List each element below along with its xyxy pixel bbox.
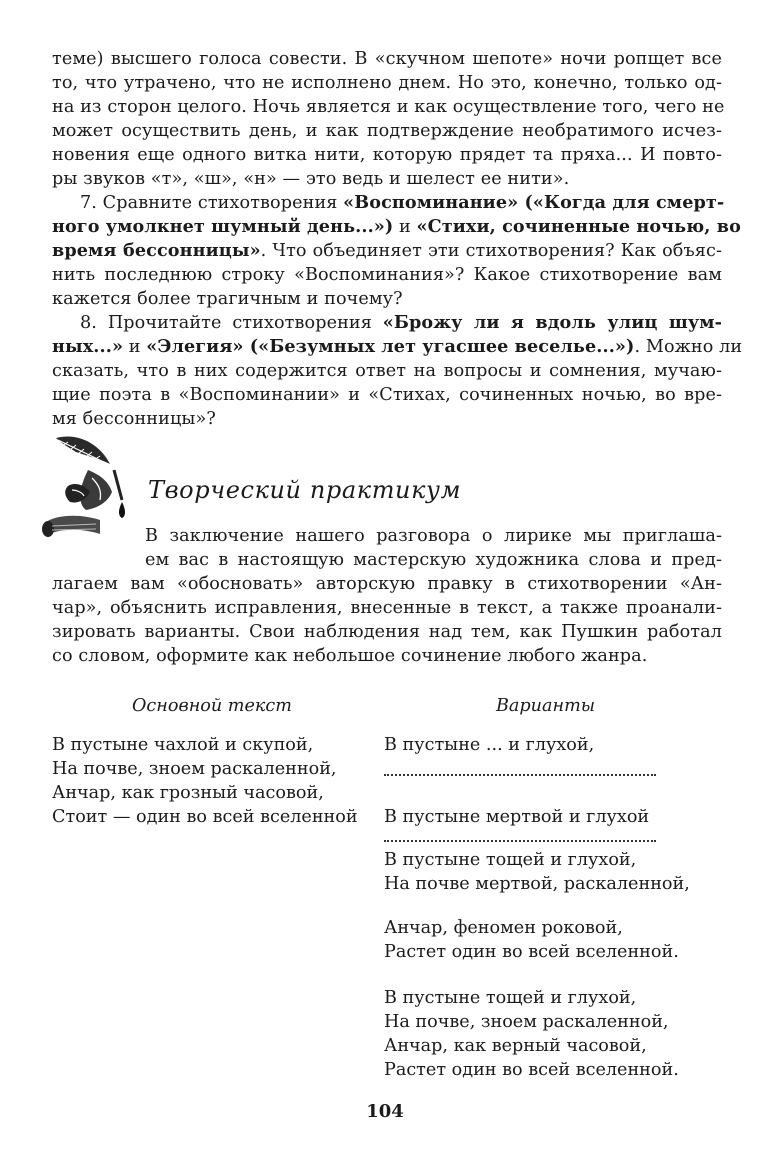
poem-title: «Брожу ли я вдоль улиц шум- (382, 312, 722, 333)
text-line: зировать варианты. Свои наблюдения над тем, как Пушкин работал (52, 622, 722, 642)
variant-line: В пустыне тощей и глухой, (384, 850, 637, 870)
main-text-header: Основной текст (132, 696, 292, 716)
question-7-line: нить последнюю строку «Воспоминания»? Какое стихотворение вам (52, 265, 722, 285)
section-title: Творческий практикум (148, 476, 462, 504)
omitted-line-dots (384, 840, 656, 842)
question-8-line: сказать, что в них содержится ответ на вопросы и сомнения, мучаю- (52, 361, 722, 381)
question-7-line (52, 239, 722, 263)
poem-title: время бессонницы» (52, 240, 261, 261)
text-span: и (393, 217, 417, 237)
text-line: ем вас в настоящую мастерскую художника слова и пред- (145, 550, 722, 570)
main-text-line: Анчар, как грозный часовой, (52, 783, 324, 803)
text-line: чар», объяснить исправления, внесенные в текст, а также проанали- (52, 598, 722, 618)
variant-line: Растет один во всей вселенной. (384, 942, 679, 962)
text-line: В заключение нашего разговора о лирике мы приглаша- (145, 526, 722, 546)
variant-line: Растет один во всей вселенной. (384, 1060, 679, 1080)
question-7-line: кажется более трагичным и почему? (52, 289, 403, 309)
variant-line: В пустыне мертвой и глухой (384, 807, 650, 827)
text-line: со словом, оформите как небольшое сочинение любого жанра. (52, 646, 648, 666)
text-line: лагаем вам «обосновать» авторскую правку в стихотворении «Ан- (52, 574, 722, 594)
text-span: . Что объединяет эти стихотворения? Как объяс- (260, 241, 722, 261)
text-line: на из сторон целого. Ночь является и как осуществление того, чего не (52, 97, 725, 117)
poem-title: ного умолкнет шумный день...») (52, 216, 394, 237)
question-8-line (80, 311, 722, 335)
page-number: 104 (366, 1101, 404, 1122)
quill-icon (38, 430, 138, 542)
variant-line: В пустыне ... и глухой, (384, 735, 595, 755)
text-span: . Можно ли (634, 337, 743, 357)
poem-title: ных...» (52, 336, 124, 357)
variant-line: В пустыне тощей и глухой, (384, 988, 637, 1008)
text-line: новения еще одного витка нити, которую прядет та пряха... И повто- (52, 145, 722, 165)
main-text-line: На почве, зноем раскаленной, (52, 759, 337, 779)
text-line: то, что утрачено, что не исполнено днем. Но это, конечно, только од- (52, 73, 722, 93)
variants-header: Варианты (496, 696, 596, 716)
text-line: теме) высшего голоса совести. В «скучном шепоте» ночи ропщет все (52, 49, 722, 69)
question-8-line: щие поэта в «Воспоминании» и «Стихах, сочиненных ночью, во вре- (52, 385, 722, 405)
text-span: 8. Прочитайте стихотворения (80, 313, 383, 333)
question-8-line: мя бессонницы»? (52, 409, 216, 429)
question-7-line (80, 191, 725, 215)
text-span: и (123, 337, 147, 357)
main-text-line: Стоит — один во всей вселенной (52, 807, 358, 827)
variant-line: На почве мертвой, раскаленной, (384, 874, 690, 894)
omitted-line-dots (384, 774, 656, 776)
variant-line: Анчар, как верный часовой, (384, 1036, 647, 1056)
variant-line: На почве, зноем раскаленной, (384, 1012, 669, 1032)
question-7-line (52, 215, 741, 239)
text-span: 7. Сравните стихотворения (80, 193, 344, 213)
text-line: ры звуков «т», «ш», «н» — это ведь и шелест ее нити». (52, 169, 570, 189)
variant-line: Анчар, феномен роковой, (384, 918, 623, 938)
poem-title: «Стихи, сочиненные ночью, во (416, 216, 741, 237)
poem-title: «Элегия» («Безумных лет угасшее веселье...») (146, 336, 635, 357)
poem-title: «Воспоминание» («Когда для смерт- (343, 192, 725, 213)
question-8-line (52, 335, 743, 359)
main-text-line: В пустыне чахлой и скупой, (52, 735, 314, 755)
text-line: может осуществить день, и как подтверждение необратимого исчез- (52, 121, 722, 141)
